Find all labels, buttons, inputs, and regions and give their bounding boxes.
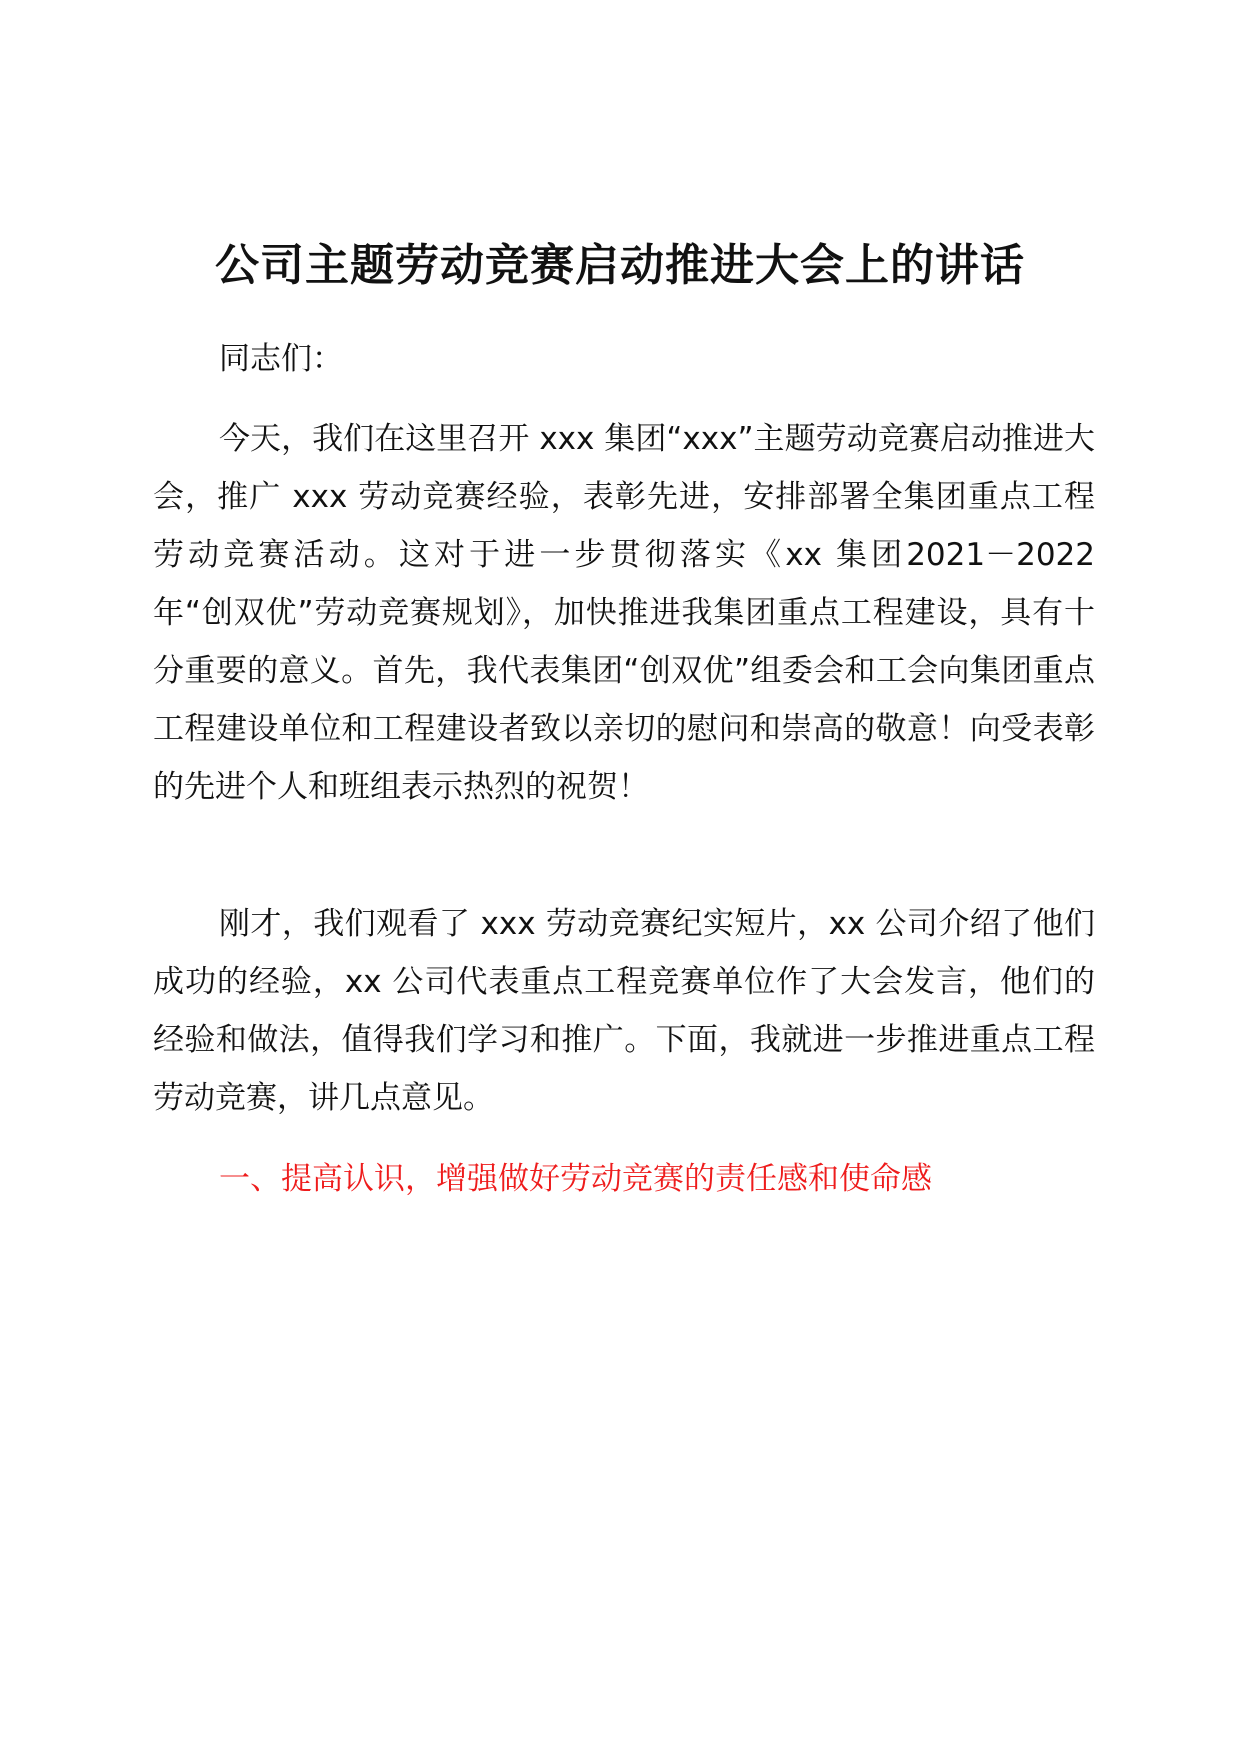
section-heading: 一、提高认识，增强做好劳动竞赛的责任感和使命感 [219,1161,932,1197]
document-title: 公司主题劳动竞赛启动推进大会上的讲话 [215,240,1025,291]
paragraph-experience: 刚才，我们观看了 xxx 劳动竞赛纪实短片，xx 公司介绍了他们成功的经验，xx 公司代表重点工程竞赛单位作了大会发言，他们的经验和做法，值得我们学习和推广。下面，我就进一步推进重点工程劳动竞赛，讲几点意见。 [153,906,1095,1116]
paragraph-opening: 今天，我们在这里召开 xxx 集团“xxx”主题劳动竞赛启动推进大会，推广 xxx 劳动竞赛经验，表彰先进，安排部署全集团重点工程劳动竞赛活动。这对于进一步贯彻落实《xx 集团2021－2022 年“创双优”劳动竞赛规划》，加快推进我集团重点工程建设，具有十分重要的意义。首先，我代表集团“创双优”组委会和工会向集团重点工程建设单位和工程建设者致以亲切的慰问和崇高的敬意！向受表彰的先进个人和班组表示热烈的祝贺！ [153,421,1095,805]
salutation: 同志们： [219,341,343,377]
